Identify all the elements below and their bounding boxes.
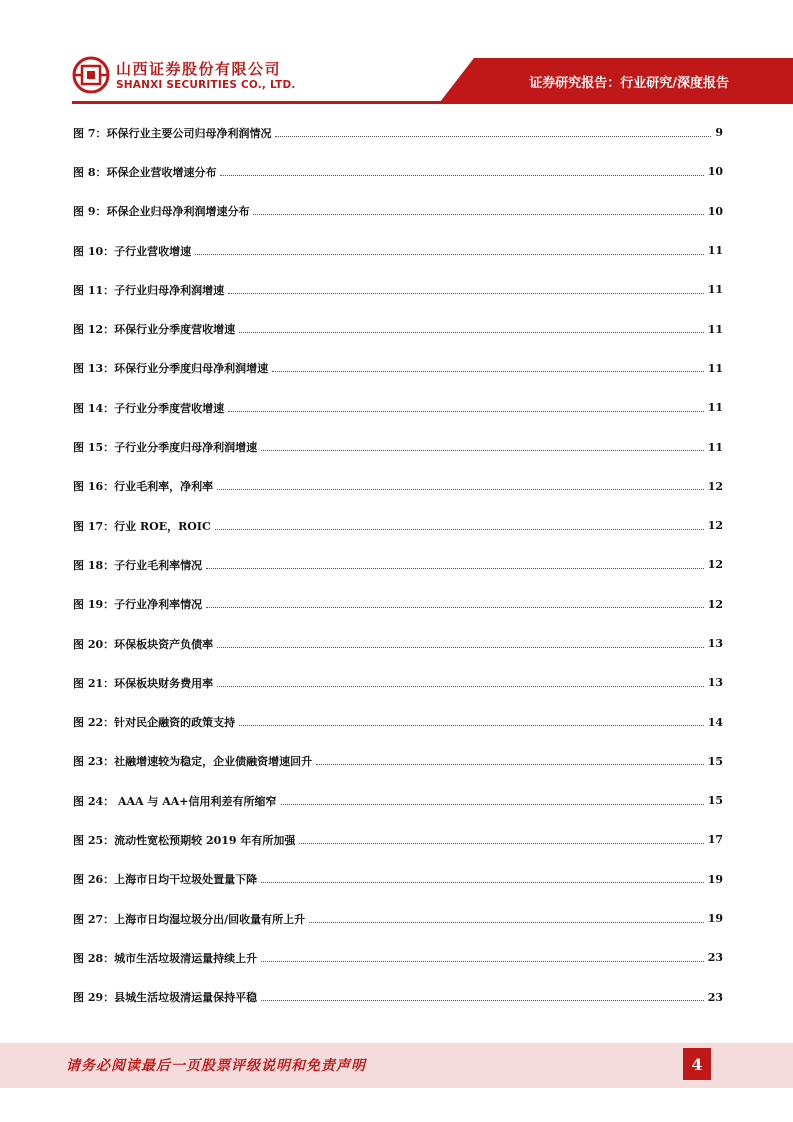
toc-entry-label: 图 12：环保行业分季度营收增速 [73, 323, 236, 337]
toc-entry-label: 图 28：城市生活垃圾清运量持续上升 [73, 951, 258, 965]
toc-entry-page: 13 [707, 637, 723, 650]
toc-leader-dots [261, 999, 704, 1001]
toc-entry-page: 10 [707, 165, 723, 179]
toc-entry[interactable] [73, 506, 723, 545]
toc-entry[interactable] [73, 545, 723, 584]
toc-leader-dots [228, 410, 704, 412]
toc-entry-page: 11 [707, 283, 723, 297]
toc-entry[interactable] [73, 860, 723, 899]
toc-leader-dots [272, 370, 704, 372]
toc-leader-dots [195, 253, 704, 255]
company-name-cn: 山西证券股份有限公司 [116, 60, 282, 78]
toc-entry-label: 图 17：行业 ROE，ROIC [73, 519, 211, 533]
toc-leader-dots [275, 135, 711, 137]
toc-entry-page: 19 [707, 912, 723, 926]
toc-entry[interactable] [73, 978, 723, 1017]
toc-entry-page: 23 [707, 951, 723, 965]
toc-entry-page: 12 [707, 519, 723, 533]
toc-entry[interactable] [73, 742, 723, 781]
page-number: 4 [683, 1048, 711, 1080]
toc-leader-dots [309, 921, 704, 923]
toc-entry-label: 图 16：行业毛利率，净利率 [73, 480, 214, 494]
toc-entry-page: 13 [707, 676, 723, 690]
toc-entry[interactable] [73, 938, 723, 977]
toc-entry[interactable] [73, 585, 723, 624]
toc-entry-label: 图 15：子行业分季度归母净利润增速 [73, 441, 258, 455]
toc-entry-page: 19 [707, 872, 723, 886]
toc-entry-label: 图 29：县城生活垃圾清运量保持平稳 [73, 991, 258, 1005]
toc-leader-dots [316, 763, 704, 765]
toc-entry[interactable] [73, 231, 723, 270]
toc-leader-dots [217, 646, 704, 648]
toc-entry[interactable] [73, 820, 723, 859]
toc-entry-page: 11 [707, 361, 723, 375]
toc-entry-label: 图 19：子行业净利率情况 [73, 598, 203, 612]
toc-entry-label: 图 8：环保企业营收增速分布 [73, 165, 217, 179]
toc-leader-dots [299, 842, 703, 844]
toc-leader-dots [281, 803, 704, 805]
toc-entry[interactable] [73, 781, 723, 820]
toc-entry-label: 图 22：针对民企融资的政策支持 [73, 716, 236, 730]
toc-entry-label: 图 27：上海市日均湿垃圾分出/回收量有所上升 [73, 912, 306, 926]
toc-entry-label: 图 9：环保企业归母净利润增速分布 [73, 205, 250, 219]
page-header [0, 0, 793, 110]
report-type-label: 证券研究报告：行业研究/深度报告 [529, 76, 729, 91]
toc-entry-label: 图 24： AAA 与 AA+信用利差有所缩窄 [73, 794, 277, 808]
toc-entry[interactable] [73, 388, 723, 427]
toc-entry-page: 23 [707, 990, 723, 1004]
toc-leader-dots [261, 960, 704, 962]
toc-entry[interactable] [73, 702, 723, 741]
toc-leader-dots [253, 213, 703, 215]
toc-leader-dots [217, 488, 704, 490]
toc-entry[interactable] [73, 309, 723, 348]
toc-entry-label: 图 7：环保行业主要公司归母净利润情况 [73, 126, 272, 140]
toc-leader-dots [206, 606, 704, 608]
toc-entry[interactable] [73, 467, 723, 506]
header-divider [72, 101, 793, 104]
toc-entry[interactable] [73, 192, 723, 231]
toc-entry-label: 图 10：子行业营收增速 [73, 244, 192, 258]
toc-entry-label: 图 26：上海市日均干垃圾处置量下降 [73, 873, 258, 887]
toc-entry-page: 10 [707, 204, 723, 218]
toc-entry[interactable] [73, 152, 723, 191]
toc-leader-dots [228, 292, 704, 294]
toc-leader-dots [220, 174, 703, 176]
toc-leader-dots [261, 881, 704, 883]
toc-entry[interactable] [73, 899, 723, 938]
toc-leader-dots [239, 331, 704, 333]
toc-leader-dots [239, 724, 704, 726]
toc-entry-label: 图 14：子行业分季度营收增速 [73, 401, 225, 415]
toc-entry[interactable] [73, 349, 723, 388]
toc-entry-page: 12 [707, 597, 723, 611]
toc-entry-label: 图 18：子行业毛利率情况 [73, 558, 203, 572]
toc-entry-page: 17 [707, 833, 723, 847]
toc-entry-page: 11 [707, 401, 723, 415]
toc-entry-label: 图 23：社融增速较为稳定，企业债融资增速回升 [73, 755, 313, 769]
toc-entry-page: 15 [707, 754, 723, 768]
toc-entry[interactable] [73, 427, 723, 466]
toc-leader-dots [261, 449, 704, 451]
toc-entry-page: 11 [707, 322, 723, 336]
toc-entry-label: 图 21：环保板块财务费用率 [73, 676, 214, 690]
toc-entry-page: 12 [707, 479, 723, 493]
toc-entry[interactable] [73, 270, 723, 309]
toc-entry-page: 11 [707, 440, 723, 454]
figure-list [73, 113, 723, 1017]
toc-entry[interactable] [73, 663, 723, 702]
toc-leader-dots [215, 528, 704, 530]
toc-entry-label: 图 13：环保行业分季度归母净利润增速 [73, 362, 269, 376]
toc-entry-page: 15 [707, 794, 723, 808]
toc-entry-label: 图 25：流动性宽松预期较 2019 年有所加强 [73, 833, 296, 847]
toc-entry-page: 14 [707, 715, 723, 729]
toc-leader-dots [217, 685, 704, 687]
toc-entry-label: 图 11：子行业归母净利润增速 [73, 283, 225, 297]
company-logo-icon [72, 56, 110, 94]
footer-disclaimer: 请务必阅读最后一页股票评级说明和免责声明 [66, 1058, 366, 1074]
toc-entry[interactable] [73, 624, 723, 663]
toc-leader-dots [206, 567, 704, 569]
toc-entry-page: 9 [715, 126, 723, 140]
company-name-en: SHANXI SECURITIES CO., LTD. [116, 79, 296, 91]
toc-entry-page: 12 [707, 558, 723, 572]
toc-entry[interactable] [73, 113, 723, 152]
toc-entry-label: 图 20：环保板块资产负债率 [73, 637, 214, 651]
toc-entry-page: 11 [707, 244, 723, 258]
